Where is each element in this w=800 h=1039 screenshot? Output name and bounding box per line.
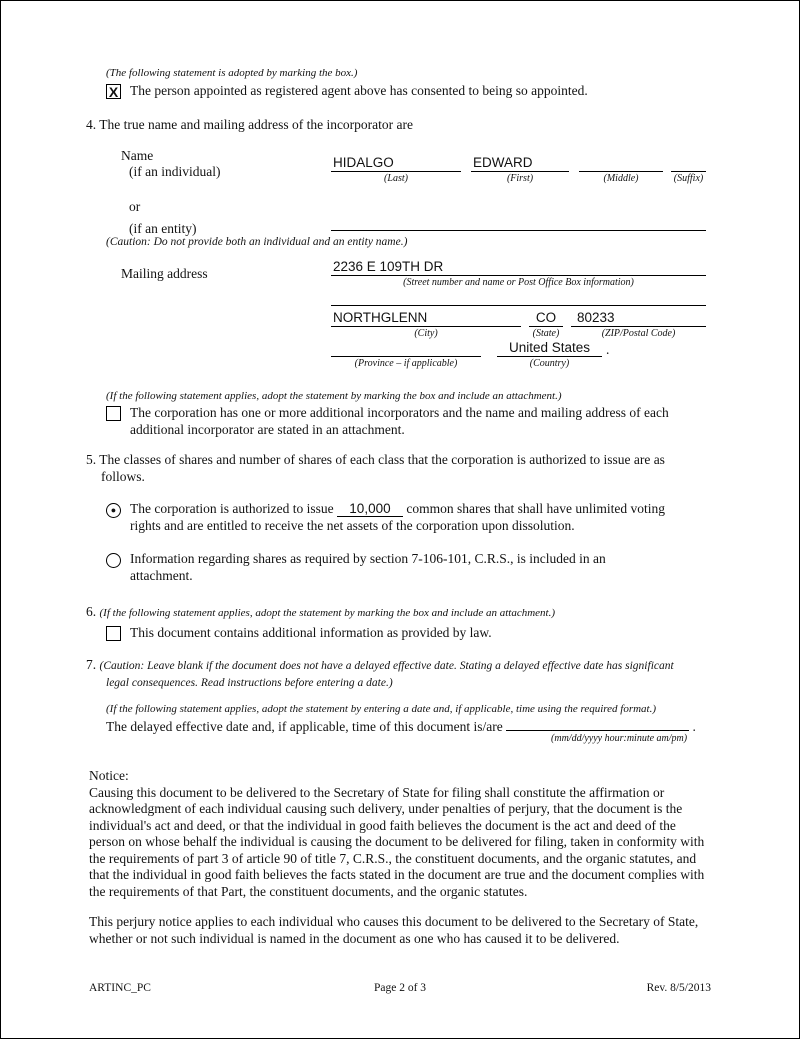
city-field[interactable]: NORTHGLENN <box>331 310 521 327</box>
attachment-label: The corporation has one or more additional incorporators and the name and mailing address of each additional incorporator are stated in an attachment. <box>130 405 669 437</box>
item6-instruction: (If the following statement applies, adopt the statement by marking the box and include an attachment.) <box>99 607 556 619</box>
province-caption: (Province – if applicable) <box>354 358 458 369</box>
registered-agent-consent-checkbox[interactable]: X <box>106 84 121 99</box>
suffix-field[interactable] <box>671 155 706 172</box>
item5-heading: The classes of shares and number of shares of each class that the corporation is authorized to issue are as follows. <box>99 452 665 484</box>
item7-instruction: (If the following statement applies, adopt the statement by entering a date and, if applicable, time using the required format.) <box>106 702 657 715</box>
state-caption: (State) <box>532 328 560 339</box>
individual-label: (if an individual) <box>129 164 221 179</box>
suffix-caption: (Suffix) <box>673 173 704 184</box>
shares-text-after: common shares that shall have unlimited voting rights and are entitled to receive the net assets of the corporation upon dissolution. <box>130 501 666 533</box>
page-footer <box>1 982 799 994</box>
name-label: Name <box>121 148 154 163</box>
province-field[interactable] <box>331 340 481 357</box>
first-name-field[interactable]: EDWARD <box>471 155 569 172</box>
item7-caution: (Caution: Leave blank if the document does not have a delayed effective date. Stating a delayed effective date has significant legal consequences. Read instructions before entering a date.) <box>99 660 674 689</box>
shares-count-field[interactable]: 10,000 <box>337 501 403 517</box>
last-caption: (Last) <box>384 173 408 184</box>
country-caption: (Country) <box>529 358 570 369</box>
delayed-date-field[interactable] <box>506 717 689 744</box>
or-label: or <box>129 199 141 214</box>
middle-name-field[interactable] <box>579 155 663 172</box>
consent-label: The person appointed as registered agent above has consented to being so appointed. <box>130 83 588 98</box>
consent-instruction: (The following statement is adopted by marking the box.) <box>106 67 358 79</box>
shares-text-before: The corporation is authorized to issue <box>130 501 334 516</box>
street-caption: (Street number and name or Post Office Box information) <box>403 277 634 288</box>
date-period: . <box>692 718 696 734</box>
item5-number: 5. <box>86 452 97 467</box>
additional-info-checkbox[interactable] <box>106 626 121 641</box>
zip-field[interactable]: 80233 <box>571 310 706 327</box>
city-caption: (City) <box>414 328 438 339</box>
last-name-field[interactable]: HIDALGO <box>331 155 461 172</box>
delayed-date-label: The delayed effective date and, if applicable, time of this document is/are <box>106 718 503 734</box>
footer-form-code: ARTINC_PC <box>89 982 151 994</box>
footer-revision: Rev. 8/5/2013 <box>646 982 711 994</box>
common-shares-option <box>130 501 692 534</box>
incorporator-fields <box>1 148 799 376</box>
street2-field[interactable] <box>331 289 706 306</box>
item7-number: 7. <box>86 657 97 672</box>
item6-number: 6. <box>86 604 97 619</box>
attachment-instruction: (If the following statement applies, adopt the statement by marking the box and include an attachment.) <box>106 390 562 402</box>
notice-title: Notice: <box>89 768 129 783</box>
notice-paragraph-1: Causing this document to be delivered to the Secretary of State for filing shall constitute the affirmation or acknowledgment of each individual causing such delivery, under penalties of perjury, that the document is the individual's act and deed, or that the individual in good faith believes the document is the act and deed of the person on whose behalf the individual is causing the document to be delivered for filing, taken in conformity with the requirements of part 3 of article 90 of title 7, C.R.S., the constituent documents, and the organic statutes, and that the individual in good faith believes the facts stated in the document are true and the document complies with the requirements of that Part, the constituent documents, and the organic statutes. <box>89 784 705 899</box>
entity-label: (if an entity) <box>129 221 197 236</box>
mailing-address-label: Mailing address <box>121 266 208 281</box>
common-shares-radio[interactable]: ● <box>106 503 121 518</box>
entity-name-field[interactable] <box>331 214 706 231</box>
shares-attachment-radio[interactable] <box>106 553 121 568</box>
state-field[interactable]: CO <box>529 310 563 327</box>
date-format-caption: (mm/dd/yyyy hour:minute am/pm) <box>551 732 688 744</box>
additional-incorporators-checkbox[interactable] <box>106 406 121 421</box>
item4-number: 4. <box>86 116 97 132</box>
entity-caution: (Caution: Do not provide both an individual and an entity name.) <box>106 236 408 248</box>
country-field[interactable]: United States <box>497 340 602 357</box>
item4-heading: The true name and mailing address of the incorporator are <box>99 116 414 132</box>
notice-paragraph-2: This perjury notice applies to each individual who causes this document to be delivered to the Secretary of State, whether or not such individual is named in the document as one who has caused it to be delivered. <box>89 914 699 946</box>
middle-caption: (Middle) <box>603 173 639 184</box>
country-period: . <box>606 341 610 357</box>
additional-info-label: This document contains additional information as provided by law. <box>130 624 492 640</box>
footer-page-number: Page 2 of 3 <box>373 982 427 994</box>
first-caption: (First) <box>506 173 534 184</box>
zip-caption: (ZIP/Postal Code) <box>601 328 676 339</box>
street-field[interactable]: 2236 E 109TH DR <box>331 259 706 276</box>
shares-attachment-label: Information regarding shares as required by section 7-106-101, C.R.S., is included in an attachment. <box>130 551 606 583</box>
